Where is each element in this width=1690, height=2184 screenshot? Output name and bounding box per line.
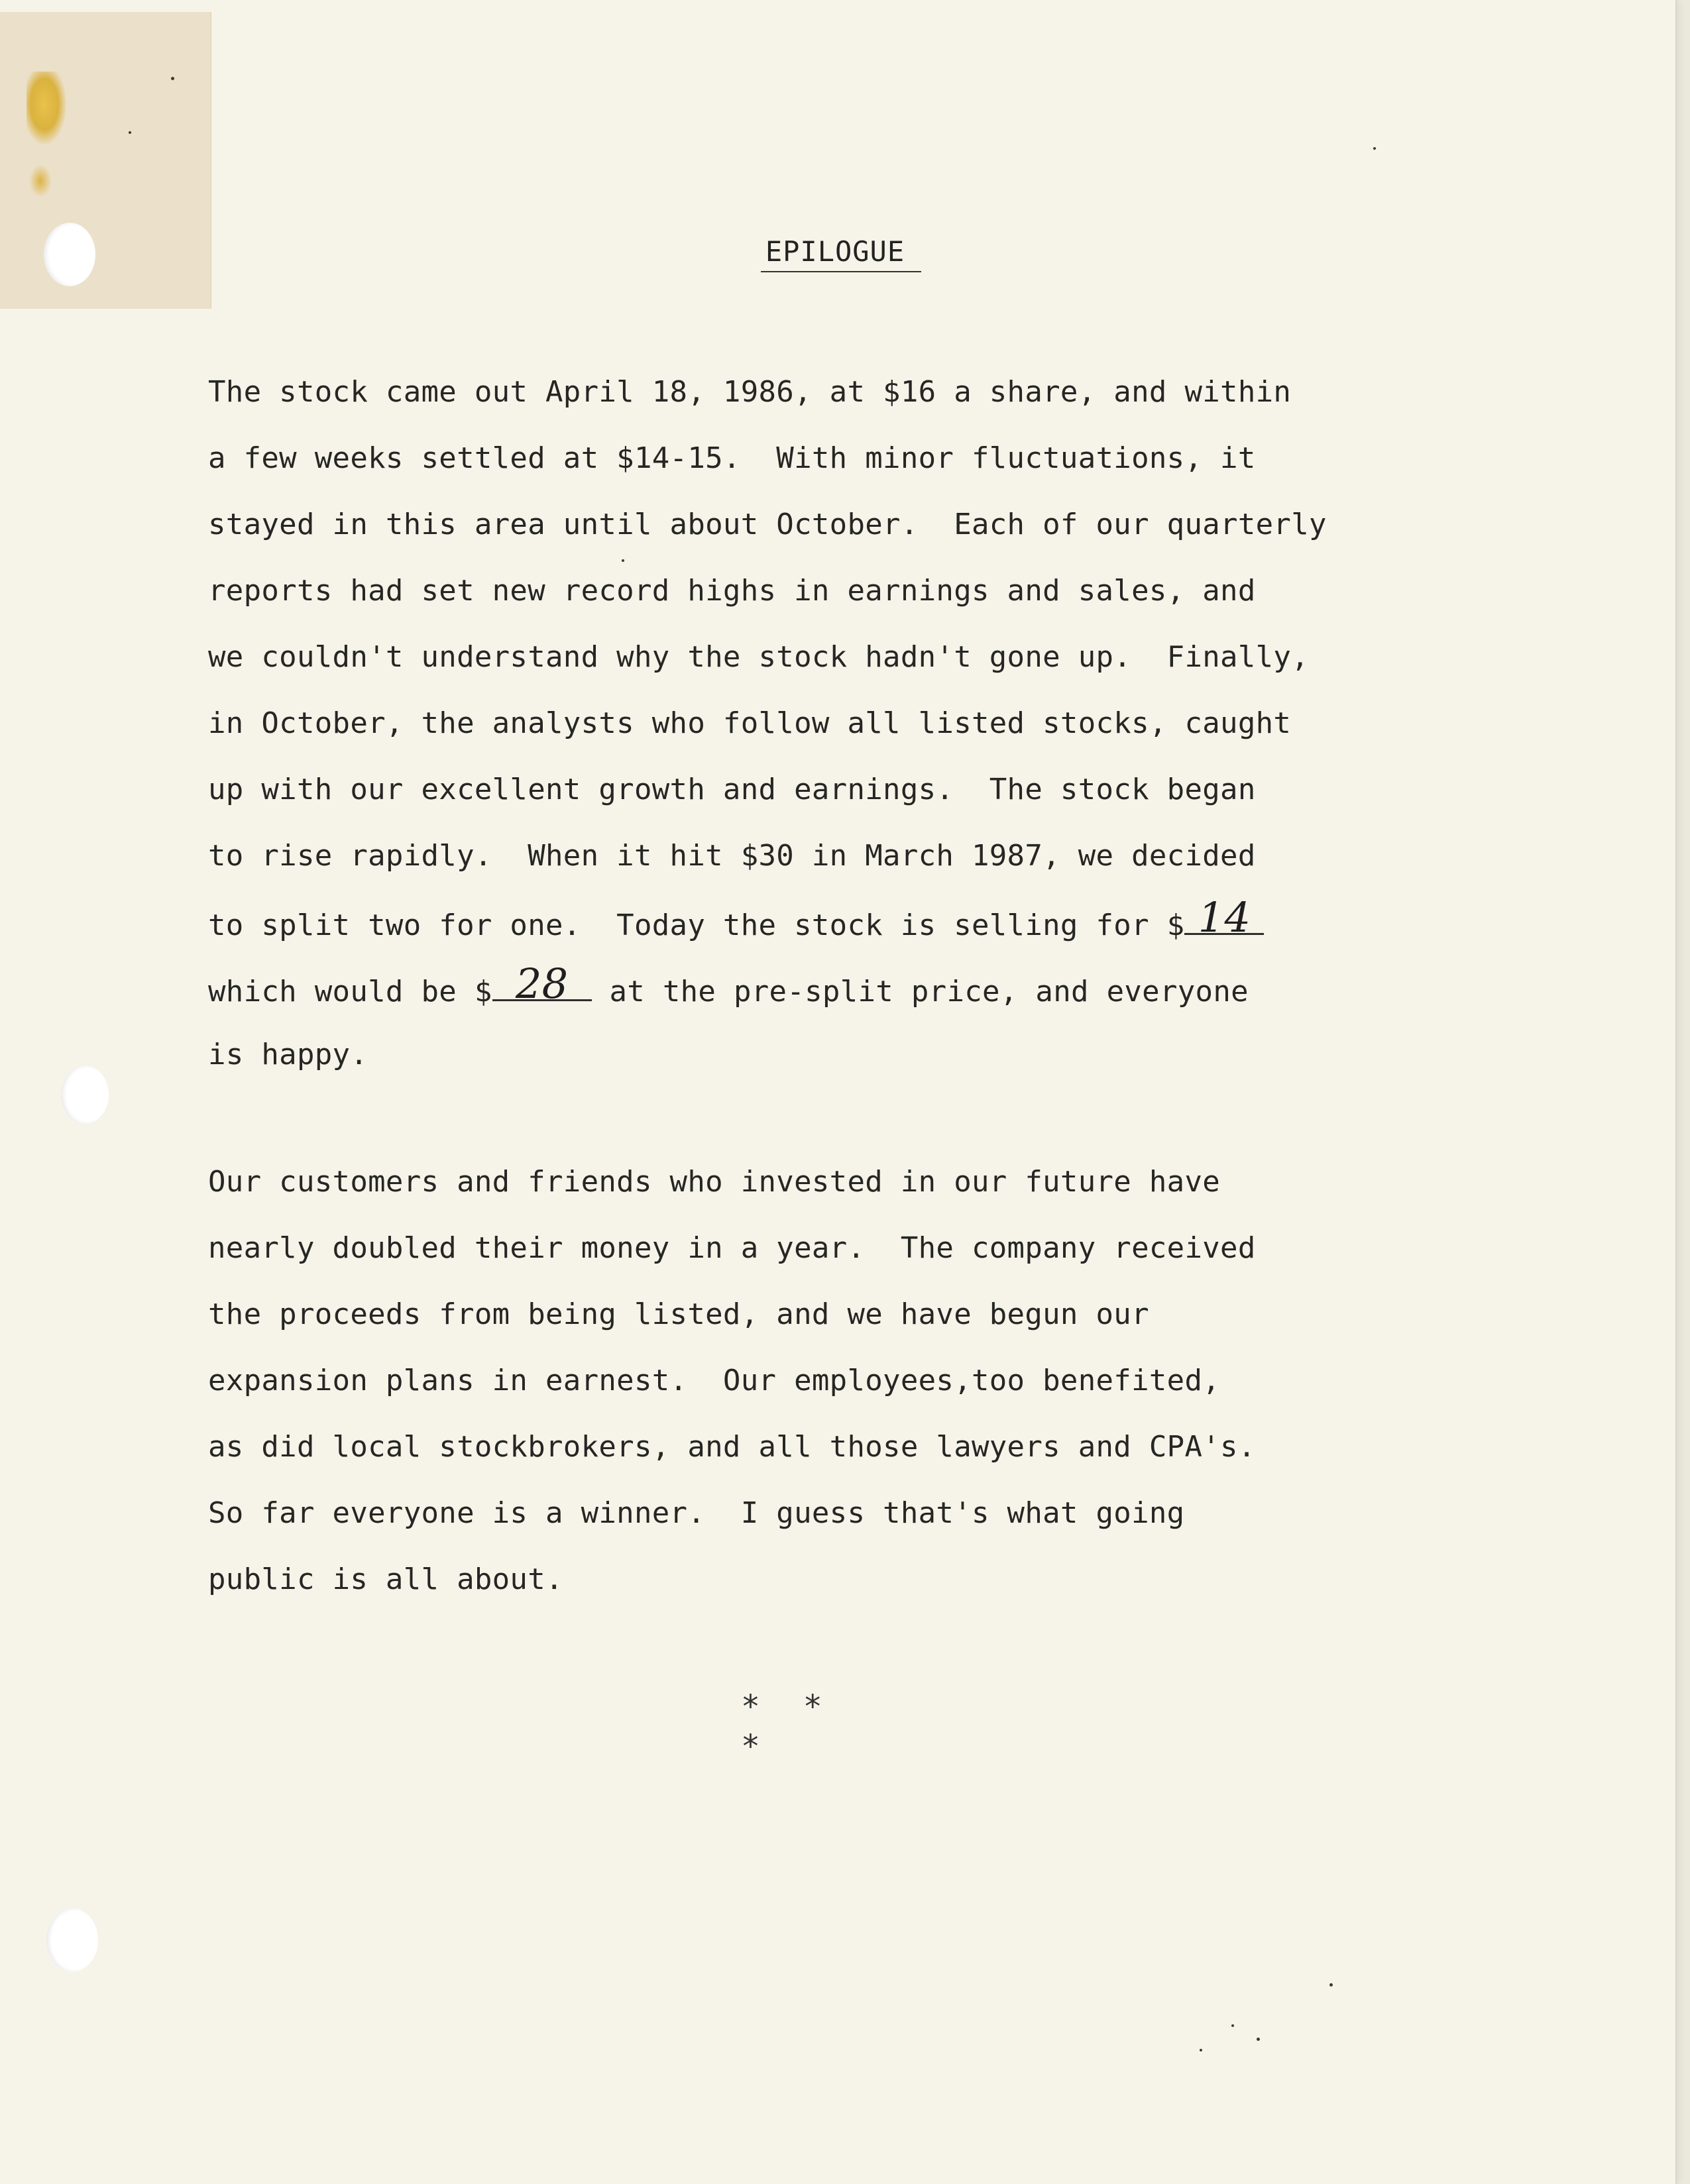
fill-in-blank-presplit-price (492, 959, 592, 1008)
paper-speck (622, 559, 624, 562)
text-line: as did local stockbrokers, and all those lawyers and CPA's. (208, 1430, 1256, 1464)
paper-speck (129, 131, 131, 134)
page-title: EPILOGUE (765, 235, 905, 268)
punch-hole-middle (61, 1065, 109, 1124)
punch-hole-top (44, 223, 95, 286)
text-line: to rise rapidly. When it hit $30 in March 1987, we decided (208, 839, 1256, 873)
text-line: is happy. (208, 1038, 368, 1071)
text-line: in October, the analysts who follow all listed stocks, caught (208, 706, 1292, 740)
line-text: to split two for one. Today the stock is selling for $ (208, 908, 1185, 942)
text-line: public is all about. (208, 1562, 563, 1596)
text-line (208, 893, 1264, 942)
paper-speck (1231, 2024, 1234, 2027)
line-text: at the pre-split price, and everyone (591, 975, 1249, 1009)
text-line: reports had set new record highs in earnings and sales, and (208, 574, 1256, 608)
text-line: So far everyone is a winner. I guess that's what going (208, 1496, 1185, 1530)
paper-speck (1329, 1983, 1333, 1987)
text-line: The stock came out April 18, 1986, at $16 a share, and within (208, 375, 1292, 409)
tape-residue (0, 12, 211, 309)
text-line: up with our excellent growth and earnings. The stock began (208, 773, 1256, 806)
end-mark: * * * (741, 1688, 834, 1765)
text-line: expansion plans in earnest. Our employees,too benefited, (208, 1364, 1221, 1397)
text-line (208, 959, 1249, 1009)
text-line: the proceeds from being listed, and we have begun our (208, 1297, 1149, 1331)
stain-mark (29, 164, 52, 197)
line-text: which would be $ (208, 975, 492, 1009)
fill-in-blank-current-price (1184, 893, 1264, 942)
text-line: Our customers and friends who invested in our future have (208, 1165, 1221, 1199)
punch-hole-bottom (46, 1908, 98, 1972)
paper-speck (1257, 2038, 1260, 2041)
text-line: we couldn't understand why the stock hadn't gone up. Finally, (208, 640, 1309, 674)
text-line: a few weeks settled at $14-15. With minor fluctuations, it (208, 441, 1256, 475)
stain-mark (27, 72, 66, 144)
title-underline (761, 271, 921, 272)
paper-speck (1373, 147, 1376, 150)
text-line: nearly doubled their money in a year. The company received (208, 1231, 1256, 1265)
paper-speck (171, 77, 174, 80)
paper-speck (1200, 2049, 1202, 2051)
text-line: stayed in this area until about October. Each of our quarterly (208, 508, 1327, 541)
handwritten-presplit-price: 28 (515, 959, 569, 1008)
handwritten-current-price: 14 (1198, 893, 1251, 942)
